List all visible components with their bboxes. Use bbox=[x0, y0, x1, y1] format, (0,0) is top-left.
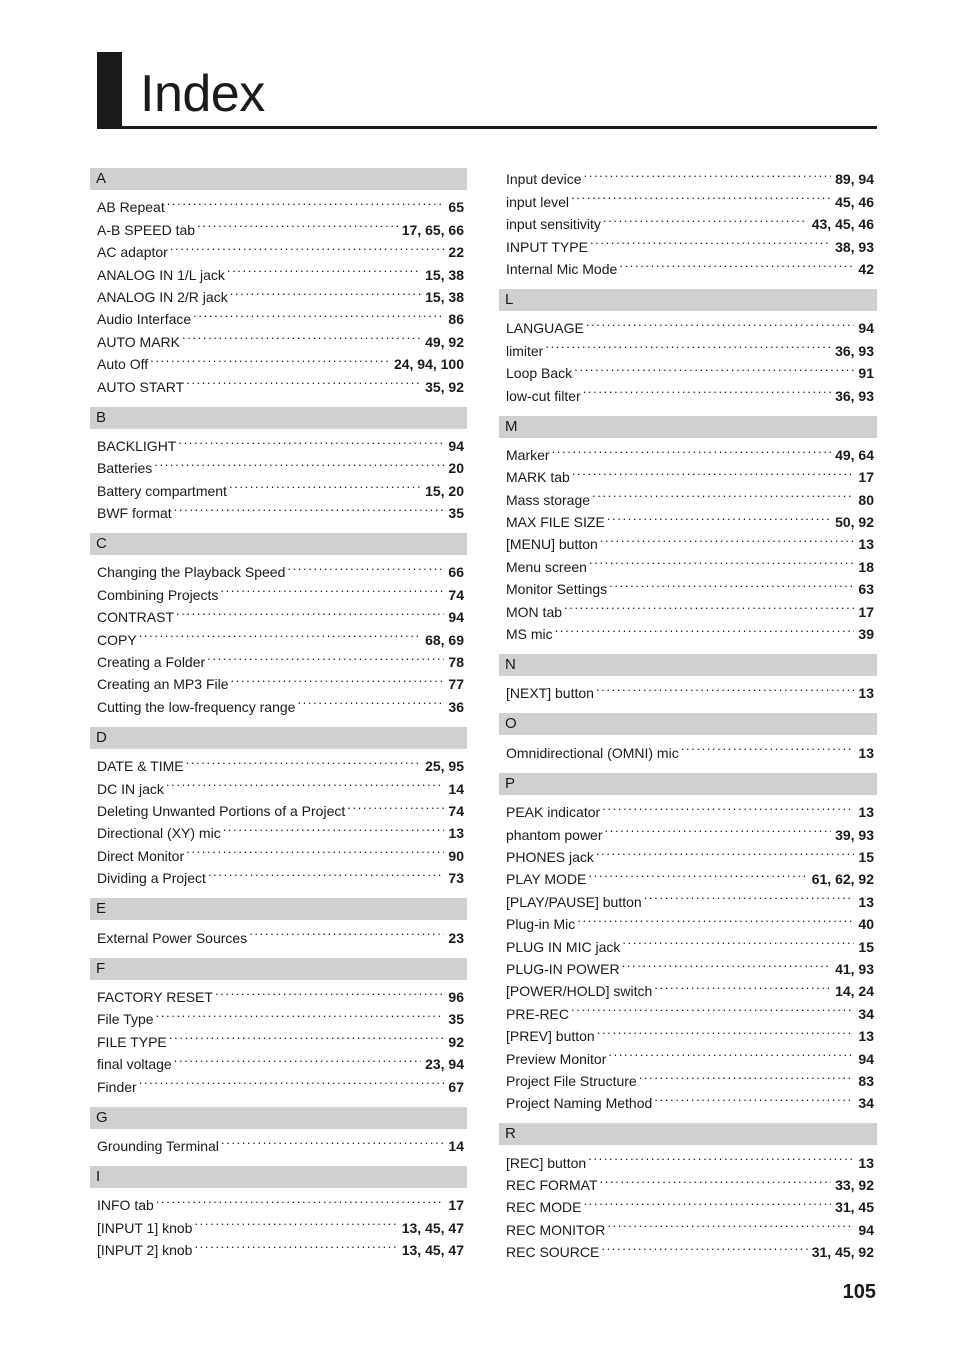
index-column-left bbox=[90, 162, 467, 1270]
title-accent-bar bbox=[97, 52, 122, 128]
index-section bbox=[90, 1107, 467, 1154]
section-entries bbox=[499, 1145, 877, 1261]
index-term: PEAK indicator bbox=[506, 804, 601, 821]
index-term: Omnidirectional (OMNI) mic bbox=[506, 744, 679, 761]
dot-leader bbox=[590, 229, 831, 251]
index-term: PRE-REC bbox=[506, 1005, 570, 1022]
section-entries bbox=[499, 311, 877, 404]
index-entry bbox=[97, 429, 464, 454]
section-letter-heading: F bbox=[90, 958, 467, 980]
dot-leader bbox=[186, 369, 421, 391]
dot-leader bbox=[215, 980, 444, 1002]
page-references: 73 bbox=[448, 870, 464, 887]
page-references: 96 bbox=[448, 988, 464, 1005]
page-references: 49, 92 bbox=[425, 333, 464, 350]
page-references: 31, 45 bbox=[835, 1199, 874, 1216]
dot-leader bbox=[182, 324, 421, 346]
page-references: 23 bbox=[448, 929, 464, 946]
page-references: 94 bbox=[448, 437, 464, 454]
dot-leader bbox=[571, 996, 854, 1018]
index-term: ANALOG IN 1/L jack bbox=[97, 266, 225, 283]
section-letter-heading: O bbox=[499, 713, 877, 735]
index-term: input sensitivity bbox=[506, 216, 601, 233]
section-entries bbox=[90, 190, 467, 395]
index-entry bbox=[97, 347, 464, 373]
title-rule bbox=[97, 126, 877, 129]
dot-leader bbox=[555, 617, 855, 639]
dot-leader bbox=[221, 1129, 445, 1151]
index-entry bbox=[97, 1188, 464, 1214]
dot-leader bbox=[588, 862, 807, 884]
dot-leader bbox=[644, 884, 855, 906]
index-term: final voltage bbox=[97, 1056, 172, 1073]
page-references: 92 bbox=[448, 1033, 464, 1050]
index-section bbox=[499, 773, 877, 1112]
page-number: 105 bbox=[842, 1281, 876, 1303]
index-section bbox=[90, 727, 467, 887]
index-term: INPUT TYPE bbox=[506, 238, 588, 255]
dot-leader bbox=[139, 622, 421, 644]
dot-leader bbox=[603, 207, 808, 229]
dot-leader bbox=[176, 600, 444, 622]
section-letter-heading: A bbox=[90, 168, 467, 190]
page-references: 94 bbox=[858, 1221, 874, 1238]
dot-leader bbox=[592, 482, 854, 504]
page-references: 24, 94, 100 bbox=[393, 356, 464, 373]
dot-leader bbox=[166, 771, 445, 793]
index-entry bbox=[506, 735, 874, 761]
page-references: 40 bbox=[858, 916, 874, 933]
page-references: 17 bbox=[858, 603, 874, 620]
dot-leader bbox=[654, 1086, 854, 1108]
section-letter-heading: R bbox=[499, 1123, 877, 1145]
page-references: 33, 92 bbox=[835, 1177, 874, 1194]
index-term: Dividing a Project bbox=[97, 870, 206, 887]
index-term: Marker bbox=[506, 446, 550, 463]
index-term: A-B SPEED tab bbox=[97, 221, 196, 238]
dot-leader bbox=[178, 429, 444, 451]
dot-leader bbox=[231, 667, 445, 689]
index-term: AB Repeat bbox=[97, 199, 165, 216]
dot-leader bbox=[230, 280, 421, 302]
index-term: PLUG IN MIC jack bbox=[506, 938, 621, 955]
index-term: External Power Sources bbox=[97, 929, 248, 946]
page-references: 14, 24 bbox=[835, 983, 874, 1000]
page-references: 22 bbox=[448, 244, 464, 261]
index-term: [NEXT] button bbox=[506, 685, 594, 702]
page-references: 39 bbox=[858, 626, 874, 643]
section-letter-heading: B bbox=[90, 407, 467, 429]
page-references: 13, 45, 47 bbox=[401, 1219, 464, 1236]
index-entry bbox=[97, 920, 464, 946]
dot-leader bbox=[597, 1019, 855, 1041]
page-references: 13, 45, 47 bbox=[401, 1242, 464, 1259]
index-term: MS mic bbox=[506, 626, 553, 643]
section-letter-heading: I bbox=[90, 1166, 467, 1188]
index-term: Internal Mic Mode bbox=[506, 260, 618, 277]
page-references: 35 bbox=[448, 1011, 464, 1028]
section-entries bbox=[90, 1129, 467, 1154]
index-term: AUTO MARK bbox=[97, 333, 180, 350]
dot-leader bbox=[602, 795, 854, 817]
page-references: 25, 95 bbox=[425, 758, 464, 775]
dot-leader bbox=[287, 555, 444, 577]
dot-leader bbox=[601, 1235, 807, 1257]
section-entries bbox=[90, 980, 467, 1095]
page-references: 15, 20 bbox=[425, 482, 464, 499]
page-references: 67 bbox=[448, 1078, 464, 1095]
dot-leader bbox=[600, 527, 855, 549]
dot-leader bbox=[174, 496, 445, 518]
index-term: [MENU] button bbox=[506, 536, 598, 553]
page-references: 36, 93 bbox=[835, 387, 874, 404]
dot-leader bbox=[552, 438, 832, 460]
dot-leader bbox=[608, 1041, 854, 1063]
index-section bbox=[499, 713, 877, 761]
index-term: MARK tab bbox=[506, 469, 570, 486]
page-references: 41, 93 bbox=[835, 960, 874, 977]
index-entry bbox=[97, 980, 464, 1005]
index-term: Creating an MP3 File bbox=[97, 676, 229, 693]
dot-leader bbox=[609, 572, 854, 594]
dot-leader bbox=[605, 817, 832, 839]
page-references: 14 bbox=[448, 780, 464, 797]
index-term: MAX FILE SIZE bbox=[506, 514, 605, 531]
page-references: 43, 45, 46 bbox=[811, 216, 874, 233]
dot-leader bbox=[545, 333, 831, 355]
index-entry bbox=[97, 1129, 464, 1154]
section-letter-heading: P bbox=[499, 773, 877, 795]
dot-leader bbox=[583, 1190, 831, 1212]
page-references: 42 bbox=[858, 260, 874, 277]
index-term: REC MONITOR bbox=[506, 1221, 606, 1238]
page-references: 34 bbox=[858, 1005, 874, 1022]
page-references: 94 bbox=[448, 609, 464, 626]
dot-leader bbox=[607, 505, 831, 527]
page-references: 13 bbox=[858, 685, 874, 702]
dot-leader bbox=[223, 816, 445, 838]
dot-leader bbox=[186, 749, 421, 771]
dot-leader bbox=[194, 1210, 397, 1232]
index-term: AUTO START bbox=[97, 378, 185, 395]
index-term: Project Naming Method bbox=[506, 1095, 653, 1112]
index-entry bbox=[97, 749, 464, 775]
index-term: CONTRAST bbox=[97, 609, 174, 626]
page-references: 89, 94 bbox=[835, 171, 874, 188]
dot-leader bbox=[572, 460, 855, 482]
page-references: 18 bbox=[858, 558, 874, 575]
index-term: Project File Structure bbox=[506, 1072, 637, 1089]
page-references: 83 bbox=[858, 1072, 874, 1089]
page-references: 36, 93 bbox=[835, 342, 874, 359]
page-references: 66 bbox=[448, 564, 464, 581]
page-references: 13 bbox=[858, 893, 874, 910]
index-section bbox=[90, 168, 467, 395]
dot-leader bbox=[607, 1212, 854, 1234]
dot-leader bbox=[193, 302, 444, 324]
dot-leader bbox=[622, 952, 831, 974]
page-references: 17 bbox=[858, 469, 874, 486]
page-references: 77 bbox=[448, 676, 464, 693]
page-references: 45, 46 bbox=[835, 193, 874, 210]
index-section-continued bbox=[499, 162, 877, 277]
index-term: Changing the Playback Speed bbox=[97, 564, 286, 581]
section-entries bbox=[499, 676, 877, 702]
dot-leader bbox=[586, 311, 855, 333]
page-references: 74 bbox=[448, 802, 464, 819]
index-entry bbox=[97, 645, 464, 671]
index-term: Direct Monitor bbox=[97, 847, 185, 864]
index-entry bbox=[97, 1069, 464, 1095]
index-term: Menu screen bbox=[506, 558, 587, 575]
page-references: 31, 45, 92 bbox=[811, 1244, 874, 1261]
section-letter-heading: C bbox=[90, 533, 467, 555]
page-references: 80 bbox=[858, 491, 874, 508]
page-references: 78 bbox=[448, 654, 464, 671]
index-term: Loop Back bbox=[506, 365, 573, 382]
page-references: 20 bbox=[448, 460, 464, 477]
index-term: Audio Interface bbox=[97, 311, 192, 328]
dot-leader bbox=[207, 645, 444, 667]
dot-leader bbox=[571, 184, 831, 206]
index-term: Directional (XY) mic bbox=[97, 825, 221, 842]
page-references: 86 bbox=[448, 311, 464, 328]
index-term: Monitor Settings bbox=[506, 581, 608, 598]
section-letter-heading: D bbox=[90, 727, 467, 749]
dot-leader bbox=[227, 257, 421, 279]
page-references: 35, 92 bbox=[425, 378, 464, 395]
index-section bbox=[90, 958, 467, 1095]
page-references: 36 bbox=[448, 698, 464, 715]
dot-leader bbox=[588, 1145, 854, 1167]
dot-leader bbox=[297, 689, 444, 711]
section-letter-heading: L bbox=[499, 289, 877, 311]
page-references: 34 bbox=[858, 1095, 874, 1112]
page-references: 61, 62, 92 bbox=[811, 871, 874, 888]
dot-leader bbox=[639, 1064, 855, 1086]
dot-leader bbox=[564, 594, 854, 616]
page-references: 15 bbox=[858, 938, 874, 955]
page-references: 14 bbox=[448, 1137, 464, 1154]
page-references: 13 bbox=[858, 1154, 874, 1171]
section-letter-heading: N bbox=[499, 654, 877, 676]
page-references: 13 bbox=[858, 744, 874, 761]
index-term: COPY bbox=[97, 631, 137, 648]
dot-leader bbox=[156, 1002, 445, 1024]
index-term: Batteries bbox=[97, 460, 153, 477]
index-term: PHONES jack bbox=[506, 848, 594, 865]
index-term: DATE & TIME bbox=[97, 758, 184, 775]
page-title: Index bbox=[140, 65, 265, 123]
index-term: phantom power bbox=[506, 826, 603, 843]
page-references: 68, 69 bbox=[425, 631, 464, 648]
dot-leader bbox=[167, 190, 445, 212]
page-references: 23, 94 bbox=[425, 1056, 464, 1073]
index-entry bbox=[506, 438, 874, 463]
index-section bbox=[90, 407, 467, 522]
dot-leader bbox=[249, 920, 444, 942]
dot-leader bbox=[596, 840, 855, 862]
index-term: PLUG-IN POWER bbox=[506, 960, 620, 977]
index-term: Battery compartment bbox=[97, 482, 227, 499]
index-term: Creating a Folder bbox=[97, 654, 206, 671]
dot-leader bbox=[596, 676, 854, 698]
dot-leader bbox=[584, 162, 832, 184]
index-term: [INPUT 2] knob bbox=[97, 1242, 193, 1259]
index-term: FILE TYPE bbox=[97, 1033, 167, 1050]
index-term: LANGUAGE bbox=[506, 320, 584, 337]
index-term: Plug-in Mic bbox=[506, 916, 576, 933]
index-section bbox=[499, 416, 877, 643]
page-references: 13 bbox=[448, 825, 464, 842]
dot-leader bbox=[347, 794, 444, 816]
page-references: 94 bbox=[858, 320, 874, 337]
index-entry bbox=[506, 311, 874, 337]
index-term: [POWER/HOLD] switch bbox=[506, 983, 653, 1000]
dot-leader bbox=[600, 1168, 832, 1190]
page-references: 15, 38 bbox=[425, 266, 464, 283]
section-entries bbox=[499, 162, 877, 277]
index-term: REC SOURCE bbox=[506, 1244, 600, 1261]
section-entries bbox=[90, 555, 467, 715]
index-entry bbox=[506, 460, 874, 486]
index-term: REC FORMAT bbox=[506, 1177, 598, 1194]
index-term: File Type bbox=[97, 1011, 154, 1028]
index-term: input level bbox=[506, 193, 570, 210]
index-entry bbox=[97, 555, 464, 581]
page-references: 65 bbox=[448, 199, 464, 216]
index-column-right bbox=[499, 162, 877, 1272]
page-references: 15, 38 bbox=[425, 288, 464, 305]
index-term: Combining Projects bbox=[97, 586, 219, 603]
section-letter-heading: M bbox=[499, 416, 877, 438]
section-letter-heading: G bbox=[90, 1107, 467, 1129]
dot-leader bbox=[220, 577, 444, 599]
index-term: PLAY MODE bbox=[506, 871, 587, 888]
dot-leader bbox=[150, 347, 390, 369]
page-references: 17, 65, 66 bbox=[401, 221, 464, 238]
page-references: 17 bbox=[448, 1197, 464, 1214]
dot-leader bbox=[170, 235, 445, 257]
dot-leader bbox=[139, 1069, 445, 1091]
index-term: Cutting the low-frequency range bbox=[97, 698, 296, 715]
page-references: 35 bbox=[448, 505, 464, 522]
index-term: Preview Monitor bbox=[506, 1050, 607, 1067]
index-term: Input device bbox=[506, 171, 582, 188]
section-entries bbox=[499, 795, 877, 1112]
page-references: 49, 64 bbox=[835, 446, 874, 463]
dot-leader bbox=[208, 861, 444, 883]
section-entries bbox=[90, 920, 467, 946]
index-entry bbox=[506, 1145, 874, 1171]
page-references: 50, 92 bbox=[835, 514, 874, 531]
dot-leader bbox=[197, 212, 398, 234]
index-section bbox=[90, 1166, 467, 1259]
page-references: 13 bbox=[858, 536, 874, 553]
dot-leader bbox=[169, 1024, 445, 1046]
index-term: [PLAY/PAUSE] button bbox=[506, 893, 642, 910]
section-entries bbox=[499, 438, 877, 643]
dot-leader bbox=[154, 451, 444, 473]
index-entry bbox=[506, 356, 874, 382]
dot-leader bbox=[583, 378, 831, 400]
index-entry bbox=[506, 162, 874, 188]
index-term: DC IN jack bbox=[97, 780, 164, 797]
dot-leader bbox=[156, 1188, 445, 1210]
dot-leader bbox=[622, 929, 854, 951]
dot-leader bbox=[174, 1047, 421, 1069]
dot-leader bbox=[619, 252, 854, 274]
index-entry bbox=[506, 795, 874, 821]
index-section bbox=[499, 289, 877, 404]
index-term: low-cut filter bbox=[506, 387, 581, 404]
dot-leader bbox=[186, 838, 444, 860]
index-term: [REC] button bbox=[506, 1154, 587, 1171]
page-references: 94 bbox=[858, 1050, 874, 1067]
index-term: MON tab bbox=[506, 603, 563, 620]
dot-leader bbox=[654, 974, 831, 996]
dot-leader bbox=[574, 356, 854, 378]
index-section bbox=[90, 898, 467, 946]
index-term: Auto Off bbox=[97, 356, 149, 373]
index-term: BACKLIGHT bbox=[97, 437, 177, 454]
index-entry bbox=[506, 676, 874, 702]
index-section bbox=[499, 1123, 877, 1261]
index-term: AC adaptor bbox=[97, 244, 168, 261]
index-entry bbox=[97, 190, 464, 216]
index-term: Grounding Terminal bbox=[97, 1137, 219, 1154]
index-term: FACTORY RESET bbox=[97, 988, 213, 1005]
index-entry bbox=[506, 617, 874, 643]
index-section bbox=[499, 654, 877, 702]
page-references: 90 bbox=[448, 847, 464, 864]
index-entry bbox=[97, 369, 464, 395]
index-term: [INPUT 1] knob bbox=[97, 1219, 193, 1236]
page-references: 63 bbox=[858, 581, 874, 598]
index-entry bbox=[506, 333, 874, 359]
index-term: Deleting Unwanted Portions of a Project bbox=[97, 802, 346, 819]
index-entry bbox=[97, 622, 464, 648]
index-term: limiter bbox=[506, 342, 544, 359]
index-term: ANALOG IN 2/R jack bbox=[97, 288, 228, 305]
page-references: 91 bbox=[858, 365, 874, 382]
dot-leader bbox=[194, 1233, 397, 1255]
index-term: Finder bbox=[97, 1078, 137, 1095]
section-entries bbox=[90, 429, 467, 522]
dot-leader bbox=[589, 549, 854, 571]
index-section bbox=[90, 533, 467, 715]
index-term: INFO tab bbox=[97, 1197, 154, 1214]
index-term: Mass storage bbox=[506, 491, 591, 508]
index-term: REC MODE bbox=[506, 1199, 582, 1216]
dot-leader bbox=[229, 473, 421, 495]
section-letter-heading: E bbox=[90, 898, 467, 920]
page-references: 13 bbox=[858, 1028, 874, 1045]
page-references: 38, 93 bbox=[835, 238, 874, 255]
section-entries bbox=[90, 1188, 467, 1259]
index-term: BWF format bbox=[97, 505, 172, 522]
page-references: 74 bbox=[448, 586, 464, 603]
page-references: 13 bbox=[858, 804, 874, 821]
page-references: 39, 93 bbox=[835, 826, 874, 843]
section-entries bbox=[499, 735, 877, 761]
section-entries bbox=[90, 749, 467, 887]
index-term: [PREV] button bbox=[506, 1028, 595, 1045]
dot-leader bbox=[577, 907, 854, 929]
dot-leader bbox=[681, 735, 855, 757]
page-references: 15 bbox=[858, 848, 874, 865]
